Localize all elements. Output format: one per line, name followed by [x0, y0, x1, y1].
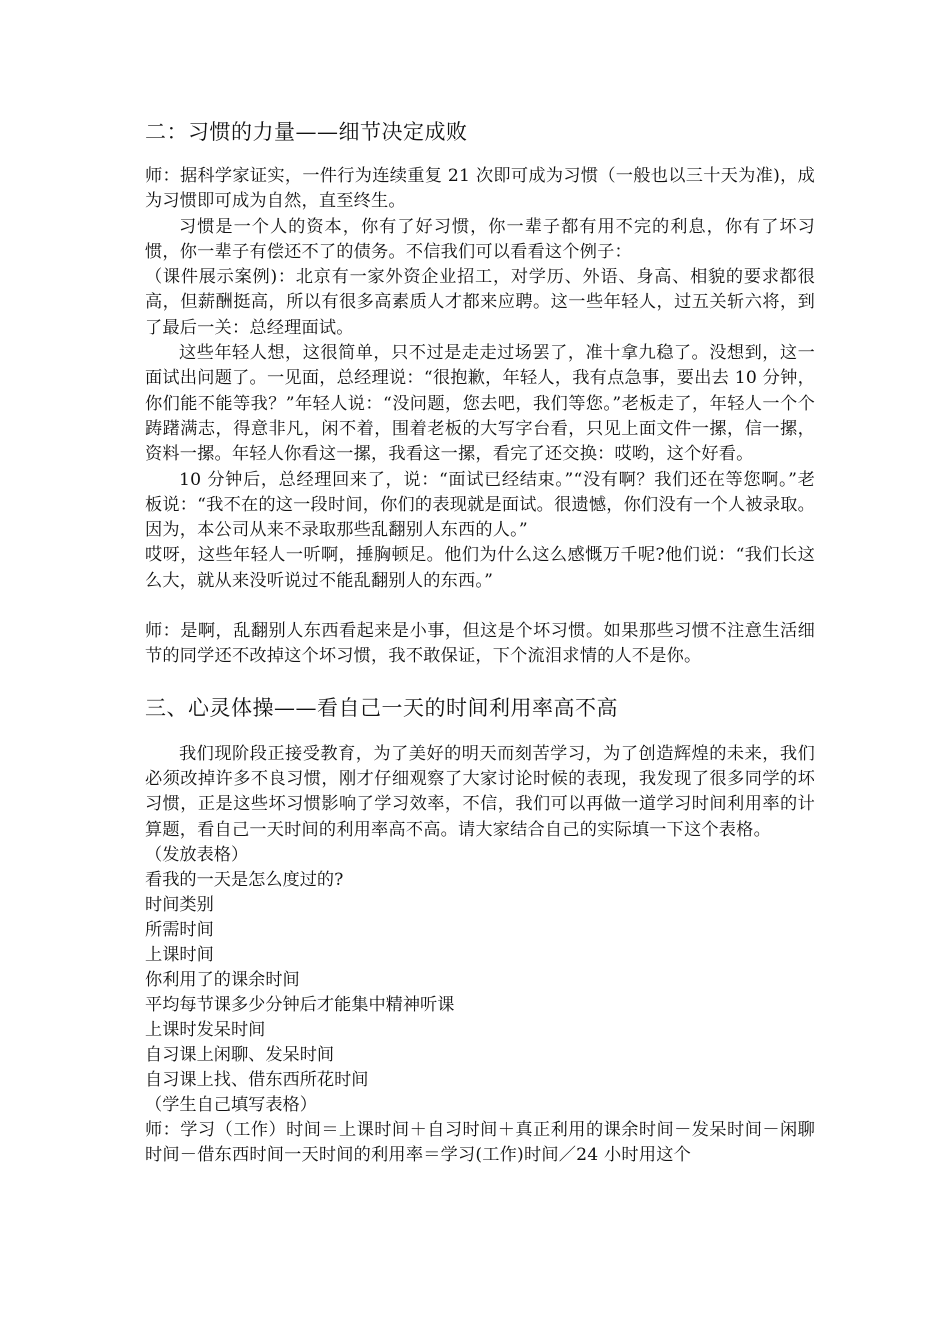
section-2-heading: 二：习惯的力量——细节决定成败	[145, 120, 468, 144]
list-item: 你利用了的课余时间	[145, 969, 300, 990]
table-items-list	[145, 843, 815, 1118]
section-2-paragraph-3: （课件展示案例)：北京有一家外资企业招工，对学历、外语、身高、相貌的要求都很高，但薪酬挺高，所以有很多高素质人才都来应聘。这一些年轻人，过五关斩六将，到了最后一关：总经理面试。	[145, 267, 815, 338]
paragraph-gap	[145, 594, 815, 619]
list-item: 平均每节课多少分钟后才能集中精神听课	[145, 994, 455, 1015]
section-3-heading: 三、心灵体操——看自己一天的时间利用率高不高	[145, 695, 618, 720]
section-2-paragraph-1: 师：据科学家证实，一件行为连续重复 21 次即可成为习惯（一般也以三十天为准)，成为习惯即可成为自然，直至终生。	[145, 166, 815, 212]
list-item: 时间类别	[145, 894, 214, 915]
section-2-paragraph-7: 师：是啊，乱翻别人东西看起来是小事，但这是个坏习惯。如果那些习惯不注意生活细节的同学还不改掉这个坏习惯，我不敢保证，下个流泪求情的人不是你。	[145, 621, 815, 667]
section-2-paragraph-4: 这些年轻人想，这很简单，只不过是走走过场罢了，准十拿九稳了。没想到，这一面试出问题了。一见面，总经理说：“很抱歉，年轻人，我有点急事，要出去 10 分钟，你们能不能等我？”年轻人说：“没问题，您去吧，我们等您。”老板走了，年轻人一个个踌躇满志，得意非凡，闲不着，围着老板的大写字台看，只见上面文件一摞，信一摞，资料一摞。年轻人你看这一摞，我看这一摞，看完了还交换：哎哟，这个好看。	[145, 343, 815, 465]
list-item: 自习课上找、借东西所花时间	[145, 1069, 369, 1090]
list-item: （发放表格）	[145, 844, 249, 865]
section-3-paragraph-1: 我们现阶段正接受教育，为了美好的明天而刻苦学习，为了创造辉煌的未来，我们必须改掉许多不良习惯，刚才仔细观察了大家讨论时候的表现，我发现了很多同学的坏习惯，正是这些坏习惯影响了学习效率，不信，我们可以再做一道学习时间利用率的计算题，看自己一天时间的利用率高不高。请大家结合自己的实际填一下这个表格。	[145, 743, 815, 840]
list-item: 上课时发呆时间	[145, 1019, 266, 1040]
list-item: 自习课上闲聊、发呆时间	[145, 1044, 335, 1065]
section-2-paragraph-5: 10 分钟后，总经理回来了，说：“面试已经结束。”“没有啊？我们还在等您啊。”老板说：“我不在的这一段时间，你们的表现就是面试。很遗憾，你们没有一个人被录取。因为，本公司从来不录取那些乱翻别人东西的人。”	[145, 469, 815, 541]
document-page	[145, 110, 815, 1168]
list-item: 上课时间	[145, 944, 214, 965]
list-item: 看我的一天是怎么度过的?	[145, 869, 344, 890]
section-2-paragraph-6: 哎呀，这些年轻人一听啊，捶胸顿足。他们为什么这么感慨万千呢?他们说：“我们长这么大，就从来没听说过不能乱翻别人的东西。”	[145, 545, 815, 591]
list-item: （学生自己填写表格）	[145, 1094, 317, 1115]
list-item: 所需时间	[145, 919, 214, 940]
section-3-paragraph-2: 师：学习（工作）时间＝上课时间＋自习时间＋真正利用的课余时间－发呆时间－闲聊时间－借东西时间一天时间的利用率＝学习(工作)时间／24 小时用这个	[145, 1119, 815, 1166]
section-2-paragraph-2: 习惯是一个人的资本，你有了好习惯，你一辈子都有用不完的利息，你有了坏习惯，你一辈子有偿还不了的债务。不信我们可以看看这个例子：	[145, 216, 815, 262]
